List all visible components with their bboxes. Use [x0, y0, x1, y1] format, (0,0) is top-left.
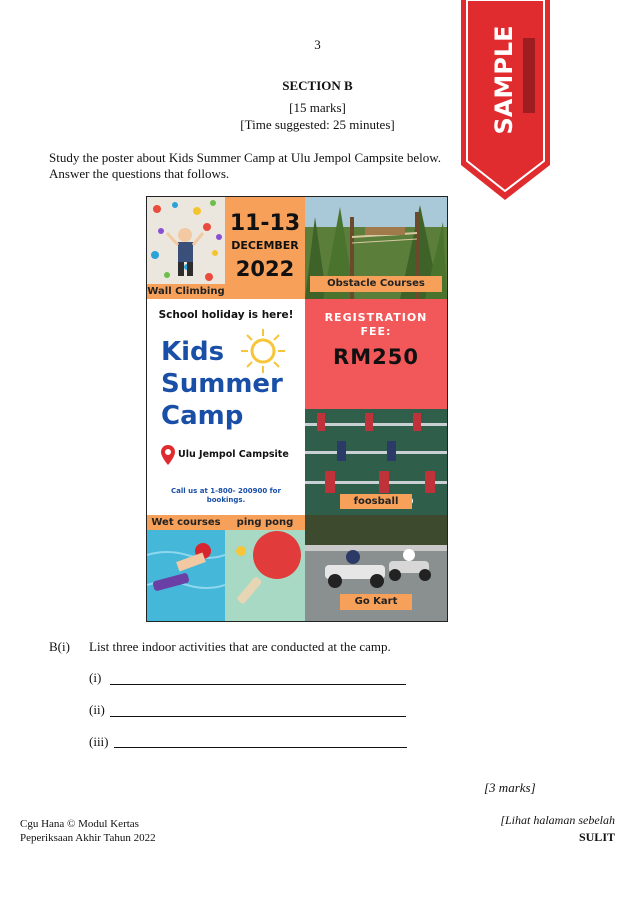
date-block [225, 197, 305, 299]
answer-label-1: (i) [89, 670, 102, 685]
call-line-2: bookings. [206, 496, 246, 504]
foosball-label: foosball [340, 494, 412, 509]
wet-courses-photo [147, 515, 225, 621]
sun-icon [239, 327, 287, 375]
answer-label-3: (iii) [89, 734, 109, 749]
date-year: 2022 [235, 257, 295, 281]
swimming-icon [147, 515, 225, 621]
title-camp: Camp [161, 401, 244, 431]
location-pin-icon [161, 445, 175, 465]
camp-info-block [147, 299, 305, 515]
answer-line-3[interactable] [114, 747, 407, 748]
question-number: B(i) [49, 639, 70, 654]
sample-text: SAMPLE [490, 25, 518, 135]
ping-pong-label: ping pong [225, 515, 305, 530]
footer-next-page-text: [Lihat halaman sebelah [500, 813, 615, 827]
wall-climbing-label: Wall Climbing [147, 286, 225, 297]
sample-stamp [461, 0, 550, 200]
question-text: List three indoor activities that are conducted at the camp. [89, 639, 391, 654]
school-holiday-text: School holiday is here! [158, 309, 294, 321]
date-month: DECEMBER [231, 239, 299, 252]
instruction-line-1: Study the poster about Kids Summer Camp at Ulu Jempol Campsite below. [49, 150, 442, 165]
ping-pong-photo [225, 515, 305, 621]
footer-credit-line-2: Peperiksaan Akhir Tahun 2022 [20, 832, 156, 844]
registration-line-1: REGISTRATION [324, 311, 428, 324]
footer-sulit: SULIT [578, 830, 615, 844]
title-kids: Kids [161, 337, 225, 367]
location-text: Ulu Jempol Campsite [178, 449, 289, 460]
registration-block [305, 299, 447, 409]
question-marks: [3 marks] [484, 780, 536, 795]
obstacle-courses-label: Obstacle Courses [310, 276, 442, 292]
footer-credit-line-1: Cgu Hana © Modul Kertas [20, 818, 139, 830]
ping-pong-paddle-icon [225, 515, 305, 621]
section-marks: [15 marks] [289, 100, 346, 115]
section-title: SECTION B [282, 78, 353, 93]
time-suggested: [Time suggested: 25 minutes] [240, 117, 395, 132]
registration-line-2: FEE: [360, 325, 392, 338]
title-summer: Summer [161, 369, 283, 399]
go-kart-label: Go Kart [340, 594, 412, 610]
registration-fee: RM250 [333, 345, 419, 369]
page-number: 3 [314, 37, 321, 52]
wet-courses-label: Wet courses [147, 515, 225, 530]
camp-poster [146, 196, 448, 622]
answer-label-2: (ii) [89, 702, 105, 717]
date-range: 11-13 [229, 211, 301, 236]
footer-next-page [500, 813, 615, 828]
call-line-1: Call us at 1-800- 200900 for [171, 487, 281, 495]
instruction-line-2: Answer the questions that follows. [49, 166, 230, 181]
answer-line-2[interactable] [110, 716, 406, 717]
stamp-bar [523, 38, 535, 113]
answer-line-1[interactable] [110, 684, 406, 685]
